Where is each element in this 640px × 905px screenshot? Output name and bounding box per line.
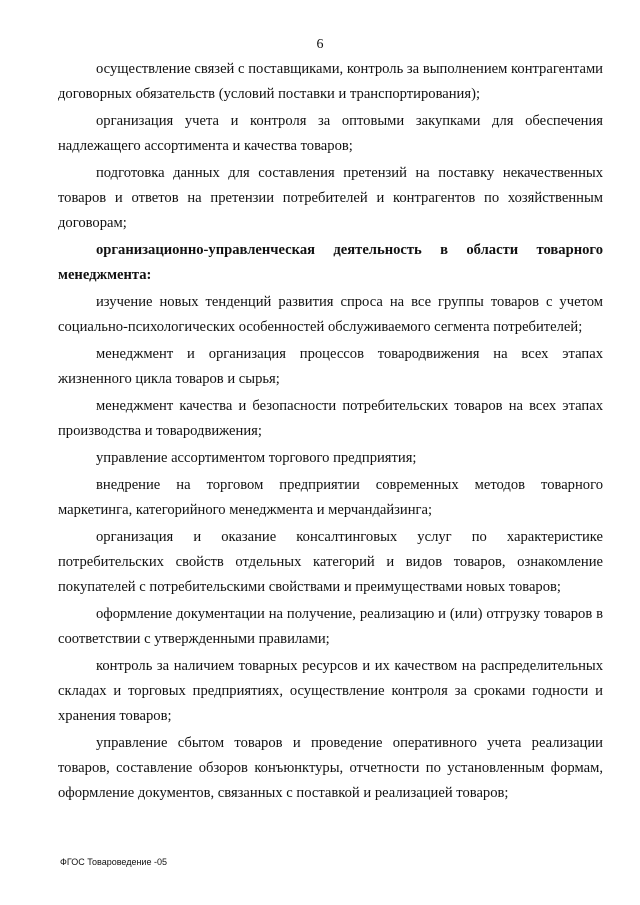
paragraph: менеджмент качества и безопасности потребительских товаров на всех этапах производства и товародвижения;	[58, 398, 603, 439]
paragraph: подготовка данных для составления претензий на поставку некачественных товаров и ответов на претензии потребителей и контрагентов по хозяйственным договорам;	[58, 165, 603, 231]
paragraph: организация и оказание консалтинговых услуг по характеристике потребительских свойств отдельных категорий и видов товаров, ознакомление покупателей с потребительскими свойствами и преимуществами новых товаров;	[58, 529, 603, 595]
paragraph: контроль за наличием товарных ресурсов и их качеством на распределительных складах и торговых предприятиях, осуществление контроля за сроками годности и хранения товаров;	[58, 658, 603, 724]
paragraph: управление ассортиментом торгового предприятия;	[96, 450, 417, 466]
page-number: 6	[316, 37, 324, 52]
paragraph: изучение новых тенденций развития спроса на все группы товаров с учетом социально-психологических особенностей обслуживаемого сегмента потребителей;	[58, 294, 603, 335]
paragraph: управление сбытом товаров и проведение оперативного учета реализации товаров, составление обзоров конъюнктуры, отчетности по установленным формам, оформление документов, связанных с поставкой и реализацией товаров;	[58, 735, 603, 801]
section-heading: организационно-управленческая деятельность в области товарного менеджмента:	[58, 242, 603, 283]
paragraph: менеджмент и организация процессов товародвижения на всех этапах жизненного цикла товаров и сырья;	[58, 346, 603, 387]
body-text	[58, 57, 603, 808]
footer-text: ФГОС Товароведение -05	[60, 857, 167, 867]
paragraph: организация учета и контроля за оптовыми закупками для обеспечения надлежащего ассортимента и качества товаров;	[58, 113, 603, 154]
paragraph: оформление документации на получение, реализацию и (или) отгрузку товаров в соответствии с утвержденными правилами;	[58, 606, 603, 647]
paragraph: осуществление связей с поставщиками, контроль за выполнением контрагентами договорных обязательств (условий поставки и транспортирования);	[58, 61, 603, 102]
paragraph: внедрение на торговом предприятии современных методов товарного маркетинга, категорийного менеджмента и мерчандайзинга;	[58, 477, 603, 518]
